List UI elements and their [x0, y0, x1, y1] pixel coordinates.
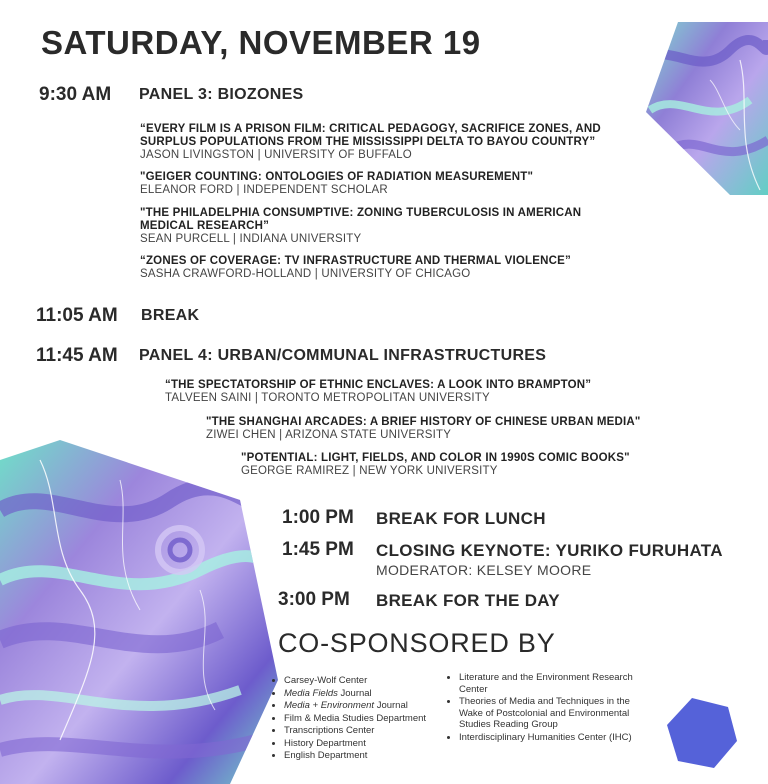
sponsor-item: • Media + Environment Journal [284, 700, 440, 712]
sponsor-item: • Carsey-Wolf Center [284, 675, 440, 687]
blue-hexagon-accent [666, 697, 738, 769]
page-title: SATURDAY, NOVEMBER 19 [41, 24, 481, 61]
paper-title: "THE PHILADELPHIA CONSUMPTIVE: ZONING TUBERCULOSIS IN AMERICAN [140, 207, 582, 219]
sponsor-item: • Literature and the Environment Research Center [459, 672, 655, 695]
sponsor-item: • History Department [284, 738, 440, 750]
sponsor-italic: Media + Environment [284, 700, 375, 711]
paper-author: JASON LIVINGSTON | UNIVERSITY OF BUFFALO [140, 149, 412, 161]
keynote-heading: CLOSING KEYNOTE: YURIKO FURUHATA [376, 541, 723, 560]
panel-4-heading: PANEL 4: URBAN/COMMUNAL INFRASTRUCTURES [139, 347, 547, 364]
end-heading: BREAK FOR THE DAY [376, 591, 560, 610]
paper-title-cont: MEDICAL RESEARCH” [140, 220, 270, 232]
paper-title: "GEIGER COUNTING: ONTOLOGIES OF RADIATION MEASUREMENT" [140, 171, 534, 183]
panel-3-paper-2 [140, 171, 533, 197]
time-slot-4: 1:00 PM [282, 507, 354, 528]
time-slot-6: 3:00 PM [278, 589, 350, 610]
time-slot-1: 9:30 AM [39, 84, 112, 105]
sponsor-item: • Transcriptions Center [284, 725, 440, 737]
panel-3-heading: PANEL 3: BIOZONES [139, 86, 304, 103]
paper-title: “ZONES OF COVERAGE: TV INFRASTRUCTURE AND THERMAL VIOLENCE” [140, 255, 571, 267]
paper-title: “THE SPECTATORSHIP OF ETHNIC ENCLAVES: A LOOK INTO BRAMPTON” [165, 379, 592, 391]
time-slot-2: 11:05 AM [36, 305, 118, 326]
paper-author: ZIWEI CHEN | ARIZONA STATE UNIVERSITY [206, 429, 452, 441]
paper-author: SASHA CRAWFORD-HOLLAND | UNIVERSITY OF CHICAGO [140, 268, 471, 280]
panel-3-paper-3 [140, 207, 581, 246]
sponsor-item: • English Department [284, 750, 440, 762]
paper-author: GEORGE RAMIREZ | NEW YORK UNIVERSITY [241, 465, 498, 477]
keynote-moderator: MODERATOR: KELSEY MOORE [376, 562, 592, 578]
panel-4-paper-1 [165, 379, 591, 405]
paper-author: SEAN PURCELL | INDIANA UNIVERSITY [140, 233, 362, 245]
sponsor-italic: Media Fields [284, 687, 338, 699]
sponsor-item: • Film & Media Studies Department [284, 713, 440, 725]
time-slot-3: 11:45 AM [36, 345, 118, 366]
time-slot-5: 1:45 PM [282, 539, 354, 560]
sponsors-column-2 [445, 672, 655, 744]
break-heading: BREAK [141, 307, 200, 324]
sponsor-item: • Media Fields Journal [284, 688, 440, 700]
paper-title: "THE SHANGHAI ARCADES: A BRIEF HISTORY OF CHINESE URBAN MEDIA" [206, 416, 641, 428]
panel-3-paper-1 [140, 123, 601, 162]
sponsors-column-1 [270, 675, 440, 763]
panel-4-paper-3 [241, 452, 630, 478]
panel-3-paper-4 [140, 255, 571, 281]
sponsors-heading: CO-SPONSORED BY [278, 628, 556, 658]
sponsor-item: • Interdisciplinary Humanities Center (IHC) [459, 732, 655, 744]
panel-4-paper-2 [206, 416, 641, 442]
sponsor-item: • Theories of Media and Techniques in the Wake of Postcolonial and Environmental Studies Reading Group [459, 696, 655, 731]
paper-author: TALVEEN SAINI | TORONTO METROPOLITAN UNIVERSITY [165, 392, 490, 404]
swirl-hexagon-bottom-left [0, 440, 280, 784]
paper-title: “EVERY FILM IS A PRISON FILM: CRITICAL PEDAGOGY, SACRIFICE ZONES, AND [140, 123, 601, 135]
paper-author: ELEANOR FORD | INDEPENDENT SCHOLAR [140, 184, 388, 196]
lunch-heading: BREAK FOR LUNCH [376, 509, 546, 528]
swirl-hexagon-top-right [640, 20, 768, 200]
paper-title-cont: SURPLUS POPULATIONS FROM THE MISSISSIPPI DELTA TO BAYOU COUNTRY” [140, 136, 596, 148]
paper-title: "POTENTIAL: LIGHT, FIELDS, AND COLOR IN 1990S COMIC BOOKS" [241, 452, 630, 464]
